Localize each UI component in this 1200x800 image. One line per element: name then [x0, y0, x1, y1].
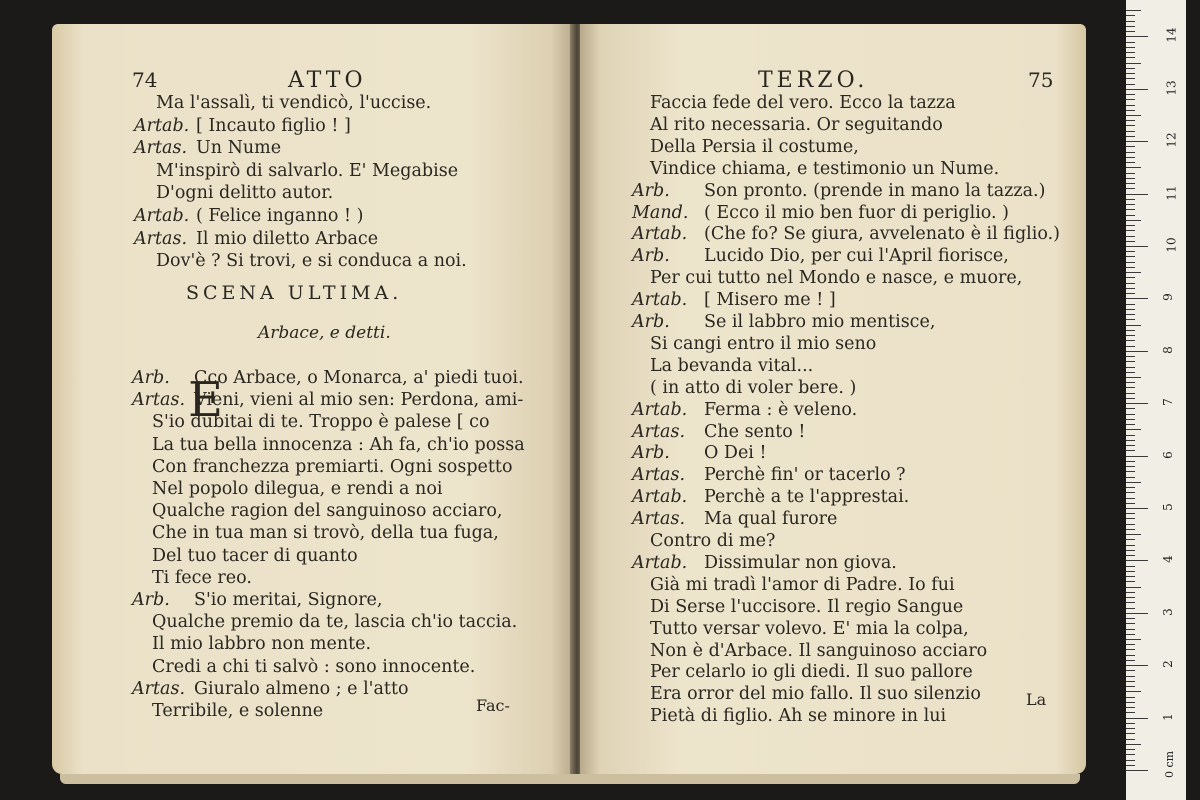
ruler-tick	[1126, 393, 1135, 394]
ruler-tick	[1126, 592, 1135, 593]
verse-line: Lucido Dio, per cui l'April fiorisce,	[704, 246, 1009, 267]
speaker-label: Arb.	[632, 443, 670, 464]
ruler-tick	[1126, 550, 1135, 551]
ruler-tick	[1126, 728, 1135, 729]
ruler-tick	[1126, 272, 1141, 273]
ruler-number: 10	[1164, 237, 1179, 253]
ruler-tick	[1126, 649, 1135, 650]
ruler-tick	[1126, 356, 1135, 357]
ruler-tick	[1126, 225, 1135, 226]
ruler-tick	[1126, 623, 1135, 624]
speaker-label: Artab.	[632, 290, 688, 311]
ruler-tick	[1126, 681, 1135, 682]
ruler-tick	[1126, 754, 1135, 755]
ruler-tick	[1126, 534, 1141, 535]
ruler-tick	[1126, 382, 1135, 383]
ruler-tick	[1126, 765, 1135, 766]
ruler-tick	[1126, 89, 1148, 90]
verse-line: Al rito necessaria. Or seguitando	[650, 114, 943, 135]
speaker-label: Artas.	[632, 465, 686, 486]
ruler-tick	[1126, 435, 1135, 436]
ruler-tick	[1126, 707, 1135, 708]
ruler-tick	[1126, 403, 1148, 404]
ruler-tick	[1126, 42, 1135, 43]
running-head: TERZO.	[758, 68, 869, 93]
ruler-tick	[1126, 760, 1135, 761]
ruler-tick	[1126, 770, 1148, 771]
measuring-ruler	[1126, 0, 1186, 800]
ruler-tick	[1126, 152, 1135, 153]
ruler-tick	[1126, 125, 1135, 126]
verse-line: Vindice chiama, e testimonio un Nume.	[650, 158, 1000, 179]
ruler-tick	[1126, 398, 1135, 399]
verse-line: Terribile, e solenne	[152, 701, 324, 721]
ruler-number: 1	[1160, 712, 1175, 721]
ruler-tick	[1126, 340, 1135, 341]
ruler-tick	[1126, 10, 1141, 11]
ruler-tick	[1126, 597, 1135, 598]
ruler-tick	[1126, 723, 1135, 724]
ruler-tick	[1126, 330, 1135, 331]
ruler-tick	[1126, 639, 1141, 640]
verse-line: Vieni, vieni al mio sen: Perdona, ami-	[194, 390, 524, 411]
ruler-tick	[1126, 503, 1135, 504]
speaker-label: Artas.	[134, 138, 188, 159]
ruler-tick	[1126, 131, 1135, 132]
verse-line: Cco Arbace, o Monarca, a' piedi tuoi.	[194, 368, 524, 388]
speaker-label: Artab.	[632, 487, 688, 508]
ruler-tick	[1126, 361, 1135, 362]
verse-line: Ma l'assalì, ti vendicò, l'uccise.	[156, 93, 432, 113]
ruler-tick	[1126, 215, 1135, 216]
speaker-label: Mand.	[632, 202, 689, 223]
ruler-tick	[1126, 424, 1135, 425]
verse-line: Per cui tutto nel Mondo e nasce, e muore,	[650, 268, 1023, 289]
ruler-tick	[1126, 712, 1135, 713]
verse-line: Il mio labbro non mente.	[152, 634, 372, 655]
ruler-tick	[1126, 36, 1148, 37]
ruler-tick	[1126, 47, 1135, 48]
verse-line: [ Incauto figlio ! ]	[196, 115, 351, 136]
catchword: Fac-	[476, 696, 510, 715]
ruler-unit: 0 cm	[1163, 750, 1177, 779]
ruler-tick	[1126, 21, 1135, 22]
verse-line: S'io meritai, Signore,	[194, 590, 383, 610]
ruler-tick	[1126, 445, 1135, 446]
ruler-tick	[1126, 456, 1148, 457]
ruler-tick	[1126, 576, 1135, 577]
ruler-tick	[1126, 571, 1135, 572]
ruler-tick	[1126, 335, 1135, 336]
ruler-number: 2	[1160, 660, 1175, 669]
verse-line: La bevanda vital...	[650, 355, 814, 376]
verse-line: Nel popolo dilegua, e rendi a noi	[152, 479, 443, 499]
ruler-tick	[1126, 477, 1135, 478]
ruler-tick	[1126, 676, 1135, 677]
ruler-tick	[1126, 372, 1135, 373]
ruler-tick	[1126, 429, 1141, 430]
ruler-tick	[1126, 602, 1135, 603]
ruler-tick	[1126, 204, 1135, 205]
ruler-tick	[1126, 267, 1135, 268]
verse-line: Dissimular non giova.	[704, 552, 897, 573]
ruler-tick	[1126, 471, 1135, 472]
ruler-tick	[1126, 744, 1141, 745]
ruler-tick	[1126, 26, 1135, 27]
ruler-tick	[1126, 173, 1135, 174]
ruler-number: 7	[1160, 398, 1175, 407]
ruler-tick	[1126, 31, 1135, 32]
ruler-tick	[1126, 487, 1135, 488]
ruler-tick	[1126, 314, 1135, 315]
ruler-tick	[1126, 492, 1135, 493]
verse-line: Del tuo tacer di quanto	[152, 545, 358, 566]
verse-line: D'ogni delitto autor.	[156, 183, 334, 204]
ruler-tick	[1126, 461, 1135, 462]
speaker-label: Artab.	[134, 115, 190, 136]
ruler-tick	[1126, 513, 1135, 514]
ruler-tick	[1126, 188, 1135, 189]
ruler-tick	[1126, 99, 1135, 100]
open-book	[52, 24, 1088, 776]
ruler-number: 8	[1160, 345, 1175, 354]
ruler-tick	[1126, 256, 1135, 257]
ruler-tick	[1126, 209, 1135, 210]
verse-line: Pietà di figlio. Ah se minore in lui	[650, 706, 947, 727]
scene-persons: Arbace, e detti.	[258, 323, 391, 343]
verse-line: Ma qual furore	[704, 509, 838, 530]
verse-line: Era orror del mio fallo. Il suo silenzio	[650, 684, 981, 705]
speaker-label: Artab.	[632, 224, 688, 245]
ruler-tick	[1126, 560, 1148, 561]
ruler-number: 4	[1160, 555, 1175, 564]
ruler-tick	[1126, 94, 1135, 95]
scene-title: SCENA ULTIMA.	[186, 282, 403, 304]
speaker-label: Arb.	[132, 590, 170, 610]
ruler-tick	[1126, 319, 1135, 320]
verse-line: Faccia fede del vero. Ecco la tazza	[650, 93, 956, 113]
ruler-tick	[1126, 78, 1135, 79]
ruler-tick	[1126, 146, 1135, 147]
verse-line: Che sento !	[704, 421, 806, 442]
ruler-tick	[1126, 566, 1135, 567]
ruler-tick	[1126, 466, 1135, 467]
verse-line: Dov'è ? Si trovi, e si conduca a noi.	[156, 251, 467, 272]
ruler-tick	[1126, 115, 1141, 116]
page-number: 74	[132, 68, 158, 92]
ruler-tick	[1126, 702, 1135, 703]
verse-line: O Dei !	[704, 443, 767, 464]
ruler-tick	[1126, 718, 1148, 719]
ruler-tick	[1126, 629, 1135, 630]
ruler-tick	[1126, 230, 1135, 231]
ruler-number: 13	[1164, 80, 1179, 96]
ruler-tick	[1126, 277, 1135, 278]
ruler-tick	[1126, 105, 1135, 106]
ruler-tick	[1126, 110, 1135, 111]
ruler-tick	[1126, 408, 1135, 409]
verse-line: ( Felice inganno ! )	[196, 206, 364, 226]
speaker-label: Artas.	[132, 678, 186, 699]
ruler-tick	[1126, 608, 1135, 609]
speaker-label: Artas.	[134, 228, 188, 249]
ruler-tick	[1126, 183, 1135, 184]
ruler-tick	[1126, 120, 1135, 121]
speaker-label: Artab.	[632, 399, 688, 420]
verse-line: Se il labbro mio mentisce,	[704, 312, 936, 332]
ruler-tick	[1126, 288, 1135, 289]
ruler-tick	[1126, 84, 1135, 85]
ruler-tick	[1126, 194, 1148, 195]
verse-line: Non è d'Arbace. Il sanguinoso acciaro	[650, 640, 988, 661]
ruler-tick	[1126, 262, 1135, 263]
speaker-label: Arb.	[132, 368, 170, 388]
ruler-tick	[1126, 346, 1135, 347]
verse-line: Che in tua man si trovò, della tua fuga,	[152, 523, 499, 544]
speaker-label: Arb.	[632, 180, 670, 201]
ruler-tick	[1126, 325, 1141, 326]
ruler-tick	[1126, 367, 1135, 368]
ruler-tick	[1126, 613, 1148, 614]
verse-line: Per celarlo io gli diedi. Il suo pallore	[650, 662, 973, 683]
ruler-tick	[1126, 697, 1135, 698]
ruler-tick	[1126, 309, 1135, 310]
drop-cap: E	[188, 372, 224, 428]
verse-line: [ Misero me ! ]	[704, 290, 836, 311]
ruler-tick	[1126, 63, 1141, 64]
ruler-tick	[1126, 73, 1135, 74]
ruler-tick	[1126, 739, 1135, 740]
speaker-label: Artab.	[134, 206, 190, 226]
speaker-label: Arb.	[632, 246, 670, 267]
verse-line: Già mi tradì l'amor di Padre. Io fui	[650, 574, 955, 595]
verse-line: S'io dubitai di te. Troppo è palese [ co	[152, 412, 490, 433]
ruler-tick	[1126, 634, 1135, 635]
ruler-tick	[1126, 136, 1135, 137]
verse-line: (Che fo? Se giura, avvelenato è il figlio.)	[704, 224, 1060, 245]
ruler-number: 14	[1164, 27, 1179, 44]
speaker-label: Arb.	[632, 312, 670, 332]
ruler-tick	[1126, 157, 1135, 158]
ruler-tick	[1126, 587, 1141, 588]
ruler-tick	[1126, 618, 1135, 619]
ruler-tick	[1126, 178, 1135, 179]
ruler-tick	[1126, 241, 1135, 242]
verse-line: Ferma : è veleno.	[704, 399, 858, 420]
catchword: La	[1026, 690, 1047, 709]
verse-line: ( Ecco il mio ben fuor di periglio. )	[704, 202, 1009, 223]
ruler-tick	[1126, 414, 1135, 415]
page-number: 75	[1028, 68, 1054, 92]
ruler-number: 5	[1160, 503, 1175, 511]
verse-line: Con franchezza premiarti. Ogni sospetto	[152, 456, 513, 477]
speaker-label: Artab.	[632, 552, 688, 573]
ruler-tick	[1126, 68, 1135, 69]
ruler-tick	[1126, 670, 1135, 671]
verse-line: Qualche ragion del sanguinoso acciaro,	[152, 501, 503, 522]
speaker-label: Artas.	[132, 390, 186, 411]
ruler-tick	[1126, 15, 1135, 16]
ruler-tick	[1126, 498, 1135, 499]
ruler-tick	[1126, 545, 1135, 546]
ruler-tick	[1126, 377, 1141, 378]
verse-line: Giuralo almeno ; e l'atto	[194, 678, 409, 699]
ruler-tick	[1126, 691, 1141, 692]
verse-line: La tua bella innocenza : Ah fa, ch'io possa	[152, 434, 525, 455]
ruler-tick	[1126, 518, 1135, 519]
verse-line: ( in atto di voler bere. )	[650, 377, 857, 398]
ruler-tick	[1126, 167, 1141, 168]
ruler-tick	[1126, 749, 1135, 750]
speaker-label: Artas.	[632, 421, 686, 442]
verse-line: Il mio diletto Arbace	[196, 228, 379, 249]
verse-line: M'inspirò di salvarlo. E' Megabise	[156, 160, 459, 181]
ruler-tick	[1126, 686, 1135, 687]
verse-line: Di Serse l'uccisore. Il regio Sangue	[650, 596, 964, 617]
ruler-tick	[1126, 283, 1135, 284]
ruler-tick	[1126, 293, 1135, 294]
left-page	[52, 24, 572, 774]
ruler-tick	[1126, 251, 1135, 252]
ruler-tick	[1126, 351, 1148, 352]
ruler-tick	[1126, 644, 1135, 645]
ruler-tick	[1126, 482, 1141, 483]
ruler-tick	[1126, 246, 1148, 247]
running-head: ATTO	[288, 68, 367, 93]
ruler-tick	[1126, 529, 1135, 530]
ruler-tick	[1126, 581, 1135, 582]
ruler-tick	[1126, 304, 1135, 305]
ruler-tick	[1126, 298, 1148, 299]
ruler-number: 9	[1160, 293, 1175, 302]
verse-line: Perchè a te l'apprestai.	[704, 487, 910, 508]
ruler-tick	[1126, 199, 1135, 200]
ruler-tick	[1126, 555, 1135, 556]
page-edges	[60, 774, 1080, 784]
verse-line: Tutto versar volevo. E' mia la colpa,	[650, 618, 969, 639]
ruler-tick	[1126, 524, 1135, 525]
ruler-tick	[1126, 655, 1135, 656]
ruler-tick	[1126, 52, 1135, 53]
ruler-tick	[1126, 539, 1135, 540]
ruler-tick	[1126, 440, 1135, 441]
ruler-tick	[1126, 220, 1141, 221]
ruler-tick	[1126, 141, 1148, 142]
right-page	[580, 24, 1086, 774]
ruler-tick	[1126, 450, 1135, 451]
verse-line: Ti fece reo.	[152, 567, 252, 588]
ruler-tick	[1126, 162, 1135, 163]
ruler-number: 12	[1164, 132, 1179, 148]
verse-line: Son pronto. (prende in mano la tazza.)	[704, 180, 1046, 201]
ruler-tick	[1126, 419, 1135, 420]
verse-line: Qualche premio da te, lascia ch'io taccia.	[152, 612, 518, 633]
ruler-tick	[1126, 660, 1135, 661]
ruler-number: 6	[1160, 450, 1175, 459]
verse-line: Contro di me?	[650, 531, 776, 551]
ruler-tick	[1126, 508, 1148, 509]
ruler-tick	[1126, 387, 1135, 388]
verse-line: Si cangi entro il mio seno	[650, 333, 877, 354]
verse-line: Un Nume	[196, 138, 282, 159]
ruler-tick	[1126, 57, 1135, 58]
ruler-tick	[1126, 733, 1135, 734]
verse-line: Perchè fin' or tacerlo ?	[704, 465, 906, 486]
verse-line: Credi a chi ti salvò : sono innocente.	[152, 656, 476, 677]
ruler-tick	[1126, 236, 1135, 237]
ruler-number: 11	[1164, 184, 1179, 201]
speaker-label: Artas.	[632, 509, 686, 530]
ruler-tick	[1126, 665, 1148, 666]
verse-line: Della Persia il costume,	[650, 136, 859, 157]
ruler-number: 3	[1160, 607, 1175, 616]
